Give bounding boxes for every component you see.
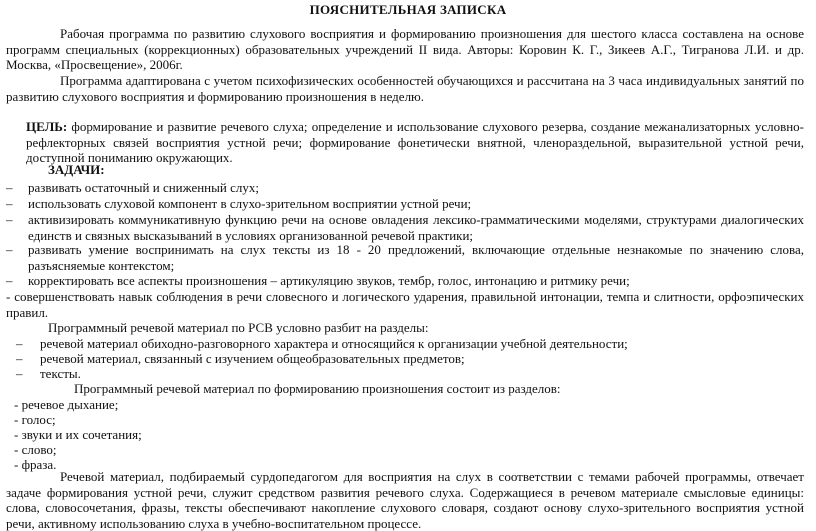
dash-marker: – [6, 212, 13, 227]
document-title: ПОЯСНИТЕЛЬНАЯ ЗАПИСКА [309, 2, 507, 17]
dash-marker: – [6, 180, 13, 195]
rsv-intro: Программный речевой материал по РСВ условно разбит на разделы: [48, 320, 429, 335]
task-text: развивать умение воспринимать на слух тексты из 18 - 20 предложений, включающие отдельные незнакомые по значению слова, разъясняемые контекстом; [28, 242, 804, 273]
rsv-item [16, 336, 628, 352]
task-item [6, 180, 804, 196]
dash-marker: – [16, 336, 23, 351]
rsv-item-text: тексты. [40, 366, 81, 381]
task-text: развивать остаточный и сниженный слух; [28, 180, 259, 195]
rsv-item-text: речевой материал, связанный с изучением общеобразовательных предметов; [40, 351, 465, 366]
task-text: активизировать коммуникативную функцию речи на основе овладения лексико-грамматическими моделями, структурами диалогических единств и связных высказываний в условиях организованной речевой практики; [28, 212, 804, 243]
pronunciation-item: - звуки и их сочетания; [14, 427, 142, 442]
goal-paragraph [6, 119, 804, 166]
task-text: корректировать все аспекты произношения – артикуляцию звуков, тембр, голос, интонацию и ритмику речи; [28, 273, 630, 288]
dash-marker: – [16, 366, 23, 381]
dash-marker: – [16, 351, 23, 366]
task-item-last: - совершенствовать навык соблюдения в речи словесного и логического ударения, правильной интонации, темпа и слитности, орфоэпических правил. [6, 289, 804, 320]
task-item [6, 196, 804, 212]
task-item [6, 212, 804, 243]
intro-paragraph-2: Программа адаптирована с учетом психофизических особенностей обучающихся и рассчитана на 3 часа индивидуальных занятий по развитию слухового восприятия и формированию произношения в неделю. [6, 73, 804, 104]
rsv-item [16, 351, 465, 367]
dash-marker: – [6, 196, 13, 211]
final-paragraph: Речевой материал, подбираемый сурдопедагогом для восприятия на слух в соответствии с темами рабочей программы, отвечает задаче формирования устной речи, служит средством развития речевого слуха. Содержащиеся в речевом материале смысловые единицы: слова, словосочетания, фразы, тексты обеспечивают накопление слухового словаря, создают основу слухо-зрительного восприятия устной речи, активному использованию слуха в учебно-воспитательном процессе. [6, 469, 804, 531]
rsv-item-text: речевой материал обиходно-разговорного характера и относящийся к организации учебной деятельности; [40, 336, 628, 351]
pronunciation-item: - фраза. [14, 457, 57, 472]
task-text: использовать слуховой компонент в слухо-зрительном восприятии устной речи; [28, 196, 472, 211]
goal-text: формирование и развитие речевого слуха; определение и использование слухового резерва, создание межанализаторных условно-рефлекторных связей восприятия устной речи; формирование фонетически внятной, членораздельной, выразительной устной речи, доступной пониманию окружающих. [26, 119, 804, 166]
dash-marker: – [6, 242, 13, 257]
task-item [6, 242, 804, 273]
intro-paragraph-1: Рабочая программа по развитию слухового восприятия и формированию произношения для шестого класса составлена на основе программ специальных (коррекционных) образовательных учреждений II вида. Авторы: Коровин К. Г., Зикеев А.Г., Тигранова Л.И. и др. Москва, «Просвещение», 2006г. [6, 26, 804, 73]
rsv-item [16, 366, 81, 382]
pronunciation-item: - речевое дыхание; [14, 397, 119, 412]
pronunciation-intro: Программный речевой материал по формированию произношения состоит из разделов: [74, 381, 561, 396]
tasks-heading: ЗАДАЧИ: [48, 162, 105, 177]
task-item [6, 273, 804, 289]
goal-label: ЦЕЛЬ: [26, 119, 68, 134]
dash-marker: – [6, 273, 13, 288]
pronunciation-item: - голос; [14, 412, 56, 427]
pronunciation-item: - слово; [14, 442, 57, 457]
